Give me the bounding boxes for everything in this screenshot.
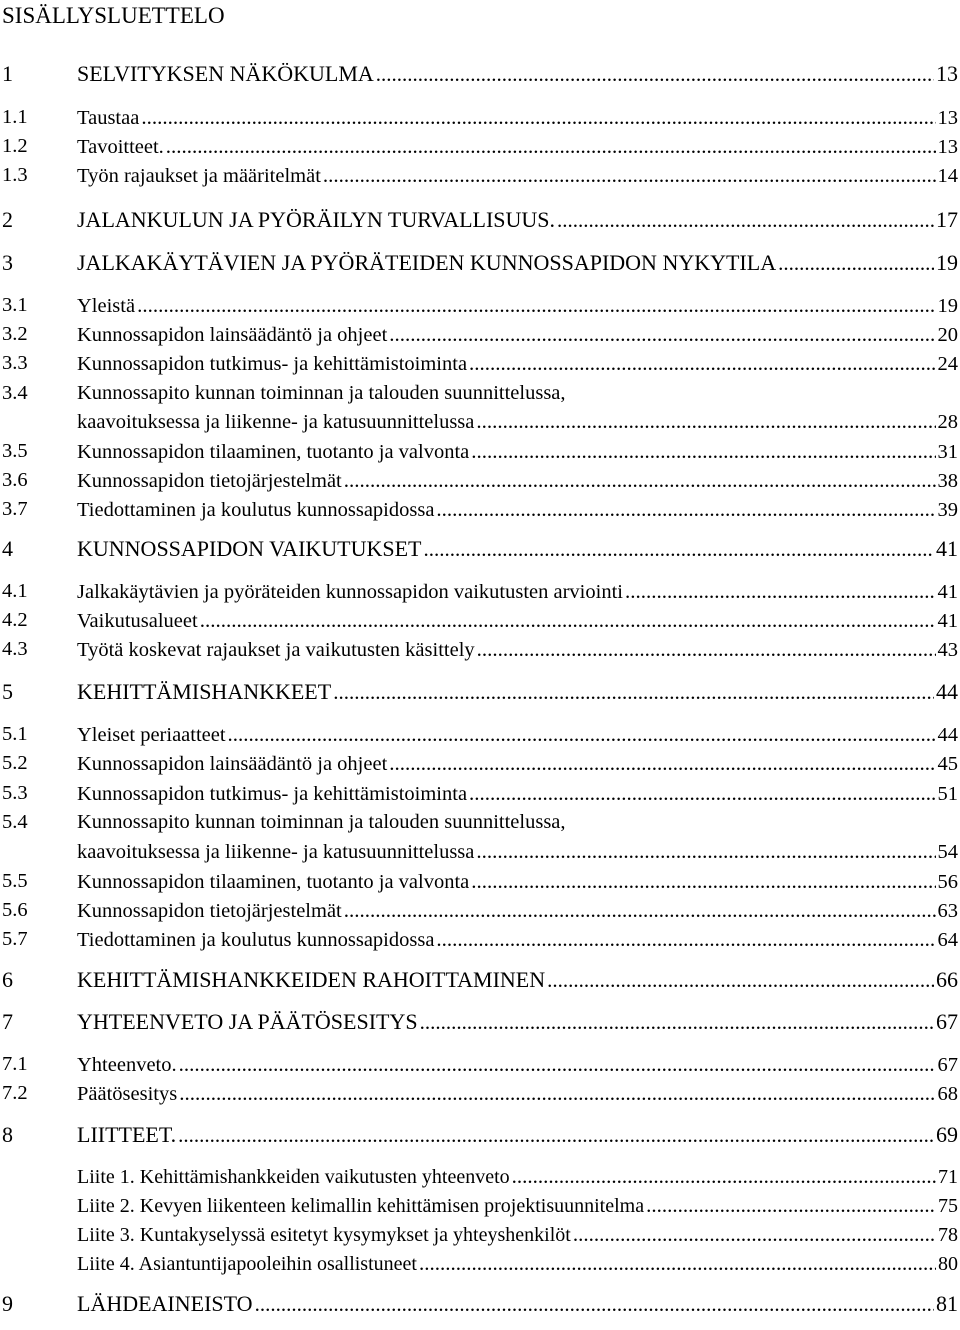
toc-leader-dots bbox=[436, 495, 935, 524]
toc-page-number: 44 bbox=[937, 724, 958, 746]
toc-appendix-row[interactable] bbox=[0, 1220, 960, 1249]
toc-title: JALANKULUN JA PYÖRÄILYN TURVALLISUUS. bbox=[77, 207, 556, 232]
toc-title: SELVITYKSEN NÄKÖKULMA bbox=[77, 61, 374, 86]
toc-number: 6 bbox=[2, 967, 13, 992]
toc-number: 3 bbox=[2, 250, 13, 275]
toc-title: LIITTEET. bbox=[77, 1122, 177, 1147]
toc-title: Yhteenveto. bbox=[77, 1054, 177, 1076]
toc-title: Taustaa bbox=[77, 107, 140, 129]
toc-leader-dots bbox=[389, 320, 935, 349]
toc-leader-dots bbox=[476, 407, 935, 436]
toc-number: 5 bbox=[2, 679, 13, 704]
toc-page-number: 67 bbox=[937, 1054, 958, 1076]
toc-section-row[interactable] bbox=[0, 407, 960, 436]
toc-title: YHTEENVETO JA PÄÄTÖSESITYS bbox=[77, 1009, 418, 1034]
toc-page-number: 69 bbox=[936, 1122, 958, 1147]
toc-number: 7 bbox=[2, 1009, 13, 1034]
toc-page-number: 41 bbox=[937, 610, 958, 632]
toc-chapter-row[interactable] bbox=[0, 534, 960, 563]
toc-section-row[interactable] bbox=[0, 808, 960, 837]
toc-number: 1.2 bbox=[2, 135, 28, 157]
toc-appendix-row[interactable] bbox=[0, 1249, 960, 1278]
toc-number: 5.1 bbox=[2, 723, 28, 745]
toc-page-number: 41 bbox=[937, 581, 958, 603]
toc-title: Kunnossapidon lainsäädäntö ja ohjeet bbox=[77, 324, 388, 346]
toc-title: LÄHDEAINEISTO bbox=[77, 1291, 253, 1316]
toc-chapter-row[interactable] bbox=[0, 205, 960, 234]
toc-leader-dots bbox=[333, 678, 934, 707]
toc-page-number: 44 bbox=[936, 679, 958, 704]
toc-title: Vaikutusalueet bbox=[77, 610, 198, 632]
toc-page-number: 31 bbox=[937, 441, 958, 463]
toc-number: 9 bbox=[2, 1291, 13, 1316]
toc-title: Kunnossapidon tilaaminen, tuotanto ja valvonta bbox=[77, 871, 470, 893]
toc-title: Liite 3. Kuntakyselyssä esitetyt kysymykset ja yhteyshenkilöt bbox=[77, 1224, 571, 1246]
toc-page-number: 20 bbox=[937, 324, 958, 346]
toc-page-number: 13 bbox=[937, 136, 958, 158]
toc-section-row[interactable] bbox=[0, 103, 960, 132]
toc-number: 3.6 bbox=[2, 469, 28, 491]
toc-number: 5.5 bbox=[2, 870, 28, 892]
toc-title: Työtä koskevat rajaukset ja vaikutusten käsittely bbox=[77, 639, 475, 661]
toc-leader-dots bbox=[424, 535, 935, 564]
toc-title: KEHITTÄMISHANKKEIDEN RAHOITTAMINEN bbox=[77, 967, 546, 992]
toc-page-number: 43 bbox=[937, 639, 958, 661]
toc-section-row[interactable] bbox=[0, 349, 960, 378]
toc-number: 3.3 bbox=[2, 352, 28, 374]
toc-page-number: 19 bbox=[936, 250, 958, 275]
toc-leader-dots bbox=[477, 635, 936, 664]
toc-title: JALKAKÄYTÄVIEN JA PYÖRÄTEIDEN KUNNOSSAPIDON NYKYTILA bbox=[77, 250, 777, 275]
toc-page-number: 24 bbox=[937, 353, 958, 375]
toc-number: 1.1 bbox=[2, 106, 28, 128]
toc-chapter-row[interactable] bbox=[0, 1289, 960, 1318]
toc-number: 5.2 bbox=[2, 752, 28, 774]
toc-page-number: 75 bbox=[938, 1195, 958, 1217]
toc-page-number: 68 bbox=[937, 1083, 958, 1105]
toc-number: 3.2 bbox=[2, 323, 28, 345]
toc-section-row[interactable] bbox=[0, 720, 960, 749]
toc-title: Tiedottaminen ja koulutus kunnossapidossa bbox=[77, 929, 435, 951]
toc-page-number: 41 bbox=[936, 536, 958, 561]
toc-page-number: 67 bbox=[936, 1009, 958, 1034]
toc-page-number: 63 bbox=[937, 900, 958, 922]
toc-number: 2 bbox=[2, 207, 13, 232]
toc-page-number: 71 bbox=[938, 1166, 958, 1188]
toc-number: 3.4 bbox=[2, 382, 28, 404]
toc-number: 7.2 bbox=[2, 1082, 28, 1104]
toc-number: 3.1 bbox=[2, 294, 28, 316]
toc-title: Kunnossapidon tutkimus- ja kehittämistoiminta bbox=[77, 783, 468, 805]
toc-title: Työn rajaukset ja määritelmät bbox=[77, 165, 321, 187]
toc-page-number: 13 bbox=[937, 107, 958, 129]
toc-section-row[interactable] bbox=[0, 606, 960, 635]
toc-chapter-row[interactable] bbox=[0, 1120, 960, 1149]
toc-leader-dots bbox=[200, 606, 936, 635]
toc-title: Tiedottaminen ja koulutus kunnossapidossa bbox=[77, 499, 435, 521]
toc-title: kaavoituksessa ja liikenne- ja katusuunnittelussa bbox=[77, 411, 475, 433]
toc-section-row[interactable] bbox=[0, 896, 960, 925]
toc-title: Yleiset periaatteet bbox=[77, 724, 226, 746]
toc-page-number: 45 bbox=[937, 753, 958, 775]
toc-section-row[interactable] bbox=[0, 749, 960, 778]
toc-page-number: 54 bbox=[937, 841, 958, 863]
toc-page-number: 28 bbox=[937, 411, 958, 433]
toc-number: 4 bbox=[2, 536, 13, 561]
toc-section-row[interactable] bbox=[0, 867, 960, 896]
toc-leader-dots bbox=[471, 867, 935, 896]
toc-title: Kunnossapito kunnan toiminnan ja talouden suunnittelussa, bbox=[77, 811, 566, 833]
toc-section-row[interactable] bbox=[0, 577, 960, 606]
toc-title: Liite 1. Kehittämishankkeiden vaikutusten yhteenveto bbox=[77, 1166, 510, 1188]
toc-chapter-row[interactable] bbox=[0, 677, 960, 706]
toc-leader-dots bbox=[323, 161, 936, 190]
toc-title: kaavoituksessa ja liikenne- ja katusuunnittelussa bbox=[77, 841, 475, 863]
toc-leader-dots bbox=[141, 103, 935, 132]
toc-chapter-row[interactable] bbox=[0, 248, 960, 277]
toc-number: 5.3 bbox=[2, 782, 28, 804]
toc-title: Tavoitteet. bbox=[77, 136, 164, 158]
toc-number: 8 bbox=[2, 1122, 13, 1147]
toc-leader-dots bbox=[255, 1290, 934, 1319]
toc-number: 1 bbox=[2, 61, 13, 86]
toc-page-number: 64 bbox=[937, 929, 958, 951]
toc-title: Päätösesitys bbox=[77, 1083, 178, 1105]
toc-number: 4.1 bbox=[2, 580, 28, 602]
toc-section-row[interactable] bbox=[0, 1050, 960, 1079]
toc-section-row[interactable] bbox=[0, 779, 960, 808]
toc-title: Kunnossapidon tietojärjestelmät bbox=[77, 900, 342, 922]
toc-title: Liite 4. Asiantuntijapooleihin osallistuneet bbox=[77, 1253, 417, 1275]
toc-chapter-row[interactable] bbox=[0, 1007, 960, 1036]
toc-title: Jalkakäytävien ja pyöräteiden kunnossapidon vaikutusten arviointi bbox=[77, 581, 623, 603]
toc-page-number: 51 bbox=[937, 783, 958, 805]
toc-page-number: 13 bbox=[936, 61, 958, 86]
toc-leader-dots bbox=[573, 1220, 936, 1249]
toc-section-row[interactable] bbox=[0, 161, 960, 190]
toc-leader-dots bbox=[389, 749, 935, 778]
toc-title: Kunnossapidon lainsäädäntö ja ohjeet bbox=[77, 753, 388, 775]
toc-leader-dots bbox=[419, 1249, 936, 1278]
toc-leader-dots bbox=[646, 1191, 936, 1220]
toc-appendix-row[interactable] bbox=[0, 1162, 960, 1191]
toc-page-number: 78 bbox=[938, 1224, 958, 1246]
toc-leader-dots bbox=[179, 1050, 936, 1079]
toc-title: Liite 2. Kevyen liikenteen kelimallin kehittämisen projektisuunnitelma bbox=[77, 1195, 645, 1217]
toc-page-number: 38 bbox=[937, 470, 958, 492]
toc-section-row[interactable] bbox=[0, 466, 960, 495]
toc-leader-dots bbox=[512, 1162, 936, 1191]
toc-leader-dots bbox=[166, 132, 936, 161]
toc-section-row[interactable] bbox=[0, 925, 960, 954]
toc-title: Yleistä bbox=[77, 295, 136, 317]
toc-number: 4.2 bbox=[2, 609, 28, 631]
toc-leader-dots bbox=[557, 206, 934, 235]
toc-chapter-row[interactable] bbox=[0, 965, 960, 994]
toc-section-row[interactable] bbox=[0, 437, 960, 466]
toc-leader-dots bbox=[178, 1121, 934, 1150]
toc-page-number: 19 bbox=[937, 295, 958, 317]
toc-leader-dots bbox=[228, 720, 936, 749]
toc-leader-dots bbox=[436, 925, 935, 954]
toc-leader-dots bbox=[476, 837, 935, 866]
toc-number: 5.6 bbox=[2, 899, 28, 921]
toc-section-row[interactable] bbox=[0, 320, 960, 349]
toc-section-row[interactable] bbox=[0, 1079, 960, 1108]
toc-section-row[interactable] bbox=[0, 837, 960, 866]
toc-leader-dots bbox=[137, 291, 935, 320]
toc-leader-dots bbox=[778, 249, 934, 278]
toc-title: Kunnossapito kunnan toiminnan ja talouden suunnittelussa, bbox=[77, 382, 566, 404]
toc-appendix-row[interactable] bbox=[0, 1191, 960, 1220]
toc-section-row[interactable] bbox=[0, 635, 960, 664]
toc-section-row[interactable] bbox=[0, 132, 960, 161]
toc-title: Kunnossapidon tilaaminen, tuotanto ja valvonta bbox=[77, 441, 470, 463]
toc-title: KEHITTÄMISHANKKEET bbox=[77, 679, 332, 704]
toc-chapter-row[interactable] bbox=[0, 59, 960, 88]
toc-leader-dots bbox=[625, 577, 936, 606]
toc-page-number: 81 bbox=[936, 1291, 958, 1316]
toc-number: 1.3 bbox=[2, 164, 28, 186]
toc-number: 3.7 bbox=[2, 498, 28, 520]
toc-page-number: 39 bbox=[937, 499, 958, 521]
toc-number: 7.1 bbox=[2, 1053, 28, 1075]
toc-leader-dots bbox=[376, 60, 934, 89]
toc-leader-dots bbox=[547, 966, 934, 995]
toc-number: 4.3 bbox=[2, 638, 28, 660]
toc-section-row[interactable] bbox=[0, 495, 960, 524]
toc-leader-dots bbox=[420, 1008, 934, 1037]
toc-section-row[interactable] bbox=[0, 291, 960, 320]
toc-title: KUNNOSSAPIDON VAIKUTUKSET bbox=[77, 536, 422, 561]
toc-leader-dots bbox=[471, 437, 935, 466]
page-title: SISÄLLYSLUETTELO bbox=[2, 3, 225, 28]
toc-page-number: 14 bbox=[937, 165, 958, 187]
toc-leader-dots bbox=[344, 466, 936, 495]
toc-title: Kunnossapidon tutkimus- ja kehittämistoiminta bbox=[77, 353, 468, 375]
toc-title: Kunnossapidon tietojärjestelmät bbox=[77, 470, 342, 492]
toc-section-row[interactable] bbox=[0, 379, 960, 408]
toc-page-number: 17 bbox=[936, 207, 958, 232]
toc-page-number: 66 bbox=[936, 967, 958, 992]
toc-number: 5.4 bbox=[2, 811, 28, 833]
toc-leader-dots bbox=[469, 349, 935, 378]
toc-page-number: 80 bbox=[938, 1253, 958, 1275]
toc-leader-dots bbox=[344, 896, 936, 925]
toc-number: 5.7 bbox=[2, 928, 28, 950]
toc-leader-dots bbox=[179, 1079, 935, 1108]
toc-leader-dots bbox=[469, 779, 935, 808]
toc-number: 3.5 bbox=[2, 440, 28, 462]
toc-page-number: 56 bbox=[937, 871, 958, 893]
